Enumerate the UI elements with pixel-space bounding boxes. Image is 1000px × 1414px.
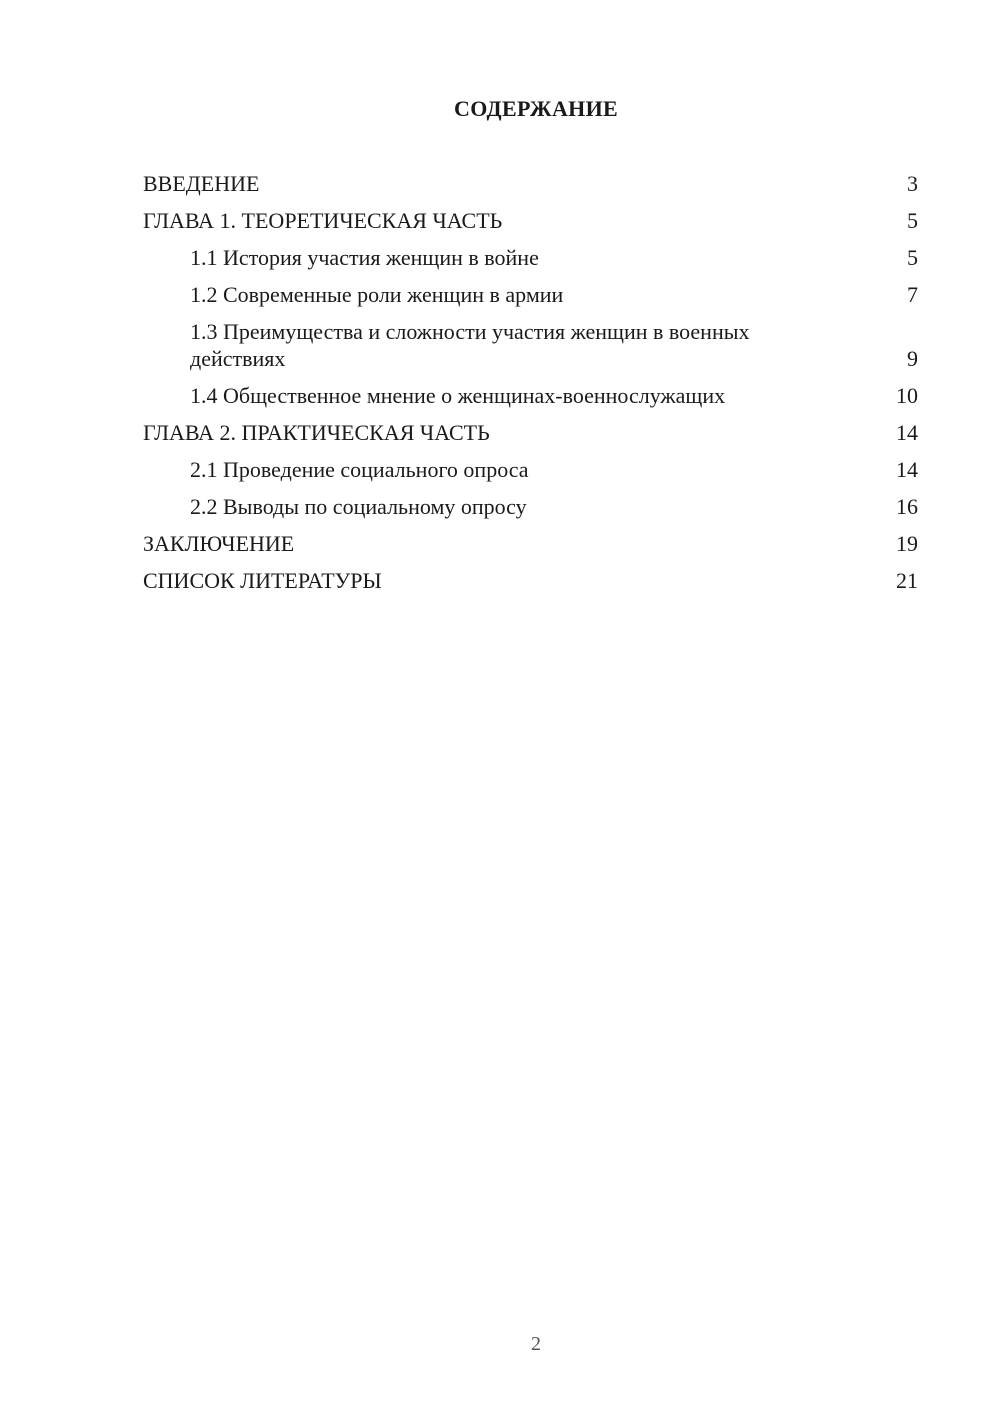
toc-entry-text: 2.2 Выводы по социальному опросу (190, 494, 527, 519)
page-number: 2 (531, 1333, 541, 1355)
toc-entry-text: 1.4 Общественное мнение о женщинах-военнослужащих (190, 383, 726, 408)
toc-entry-page: 21 (896, 568, 918, 593)
toc-entry-page: 3 (907, 171, 918, 196)
toc-title: СОДЕРЖАНИЕ (454, 96, 618, 121)
toc-entry-text: СПИСОК ЛИТЕРАТУРЫ (143, 568, 382, 593)
toc-entry-chapter-1[interactable] (143, 207, 918, 234)
toc-entry-section-1-2[interactable] (143, 281, 918, 308)
toc-entry-page: 7 (907, 282, 918, 307)
toc-entry-text: 1.1 История участия женщин в войне (190, 245, 539, 270)
toc-entry-references[interactable] (143, 567, 918, 594)
toc-entry-section-2-2[interactable] (143, 493, 918, 520)
toc-entry-text: ГЛАВА 2. ПРАКТИЧЕСКАЯ ЧАСТЬ (143, 420, 490, 445)
toc-entry-conclusion[interactable] (143, 530, 918, 557)
toc-entry-chapter-2[interactable] (143, 419, 918, 446)
toc-entry-text: ГЛАВА 1. ТЕОРЕТИЧЕСКАЯ ЧАСТЬ (143, 208, 503, 233)
toc-entry-text: 1.3 Преимущества и сложности участия женщин в военных действиях (190, 319, 750, 371)
toc-entry-page: 14 (896, 457, 918, 482)
toc-entry-section-1-4[interactable] (143, 382, 918, 409)
toc-entry-introduction[interactable] (143, 170, 918, 197)
table-of-contents (143, 170, 918, 604)
toc-entry-section-1-1[interactable] (143, 244, 918, 271)
toc-entry-section-1-3[interactable] (143, 318, 918, 372)
toc-entry-page: 5 (907, 245, 918, 270)
toc-entry-page: 5 (907, 208, 918, 233)
toc-entry-section-2-1[interactable] (143, 456, 918, 483)
toc-entry-text: 1.2 Современные роли женщин в армии (190, 282, 564, 307)
toc-entry-page: 14 (896, 420, 918, 445)
toc-entry-page: 16 (896, 494, 918, 519)
toc-entry-text: 2.1 Проведение социального опроса (190, 457, 529, 482)
toc-entry-text: ВВЕДЕНИЕ (143, 171, 260, 196)
toc-entry-page: 10 (896, 383, 918, 408)
toc-entry-page: 9 (907, 346, 918, 371)
toc-entry-text: ЗАКЛЮЧЕНИЕ (143, 531, 295, 556)
toc-entry-page: 19 (896, 531, 918, 556)
